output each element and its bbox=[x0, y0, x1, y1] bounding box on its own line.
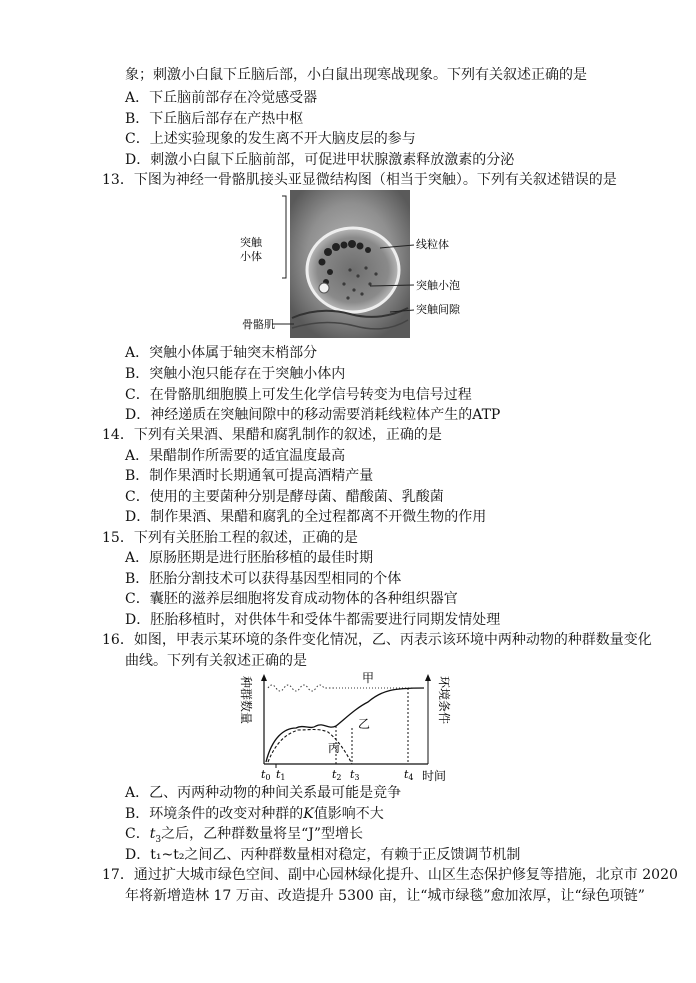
tick-t2: t2 bbox=[332, 768, 342, 782]
q13-stem: 13．下图为神经一骨骼肌接头亚显微结构图（相当于突触）。下列有关叙述错误的是 bbox=[102, 172, 617, 188]
q12-option-a: A．下丘脑前部存在冷觉感受器 bbox=[125, 90, 318, 106]
ylabel-right: 环境条件 bbox=[437, 676, 451, 725]
label-bracket bbox=[282, 196, 286, 278]
q17-line2: 年将新增造林 17 万亩、改造提升 5300 亩，让“城市绿毯”愈加浓厚，让“绿色项链” bbox=[125, 888, 645, 904]
q14-option-d: D．制作果酒、果醋和腐乳的全过程都离不开微生物的作用 bbox=[125, 509, 487, 525]
synapse-micrograph-figure bbox=[230, 190, 500, 340]
q14-option-a: A．果醋制作所需要的适宜温度最高 bbox=[125, 448, 346, 464]
label-cleft: 突触间隙 bbox=[416, 303, 460, 316]
tick-t1: t1 bbox=[276, 768, 286, 782]
tick-t4: t4 bbox=[404, 768, 414, 782]
ylabel-left: 种群数量 bbox=[239, 676, 253, 725]
label-synaptic-body-1: 突触 bbox=[240, 236, 262, 249]
label-bing: 丙 bbox=[328, 741, 341, 755]
q16-option-b: B．环境条件的改变对种群的K值影响不大 bbox=[125, 806, 384, 822]
q12-option-c: C．上述实验现象的发生离不开大脑皮层的参与 bbox=[125, 131, 416, 147]
label-synaptic-body-2: 小体 bbox=[240, 250, 262, 263]
q15-option-d: D．胚胎移植时，对供体牛和受体牛都需要进行同期发情处理 bbox=[125, 612, 501, 628]
q13-option-a: A．突触小体属于轴突末梢部分 bbox=[125, 345, 318, 361]
label-yi: 乙 bbox=[358, 717, 371, 731]
q15-option-b: B．胚胎分割技术可以获得基因型相同的个体 bbox=[125, 571, 402, 587]
q13-option-c: C．在骨骼肌细胞膜上可发生化学信号转变为电信号过程 bbox=[125, 387, 472, 403]
label-jia: 甲 bbox=[362, 671, 375, 685]
q16-stem-line1: 16．如图，甲表示某环境的条件变化情况，乙、丙表示该环境中两种动物的种群数量变化 bbox=[102, 632, 652, 648]
label-vesicle: 突触小泡 bbox=[416, 279, 460, 292]
q14-option-b: B．制作果酒时长期通氧可提高酒精产量 bbox=[125, 468, 374, 484]
q12-option-d: D．刺激小白鼠下丘脑前部，可促进甲状腺激素释放激素的分泌 bbox=[125, 152, 515, 168]
curve-jia-environment bbox=[268, 685, 336, 691]
q16-stem-line2: 曲线。下列有关叙述正确的是 bbox=[125, 653, 307, 669]
vesicle-white bbox=[319, 283, 329, 293]
q12-stem-continuation: 象；刺激小白鼠下丘脑后部，小白鼠出现寒战现象。下列有关叙述正确的是 bbox=[125, 67, 587, 83]
q13-option-d: D．神经递质在突触间隙中的移动需要消耗线粒体产生的ATP bbox=[125, 407, 501, 423]
q16-option-d: D．t₁~t₂之间乙、丙种群数量相对稳定，有赖于正反馈调节机制 bbox=[125, 847, 521, 863]
q15-option-c: C．囊胚的滋养层细胞将发育成动物体的各种组织器官 bbox=[125, 591, 458, 607]
q14-option-c: C．使用的主要菌种分别是酵母菌、醋酸菌、乳酸菌 bbox=[125, 489, 444, 505]
q16-option-a: A．乙、丙两种动物的种间关系最可能是竞争 bbox=[125, 785, 402, 801]
q12-option-b: B．下丘脑后部存在产热中枢 bbox=[125, 111, 304, 127]
label-mitochondria: 线粒体 bbox=[416, 238, 449, 251]
tick-t0: t0 bbox=[261, 768, 271, 782]
tick-t3: t3 bbox=[350, 768, 360, 782]
label-muscle: 骨骼肌 bbox=[242, 318, 275, 331]
q16-option-c: C．$t_3$之后，乙种群数量将呈“J”型增长 bbox=[125, 826, 364, 845]
q15-option-a: A．原肠胚期是进行胚胎移植的最佳时期 bbox=[125, 550, 374, 566]
q14-stem: 14．下列有关果酒、果醋和腐乳制作的叙述，正确的是 bbox=[102, 427, 442, 443]
q13-option-b: B．突触小泡只能存在于突触小体内 bbox=[125, 366, 346, 382]
xlabel: 时间 bbox=[422, 769, 447, 783]
population-curve-figure bbox=[228, 668, 458, 786]
q15-stem: 15．下列有关胚胎工程的叙述，正确的是 bbox=[102, 530, 358, 546]
q17-line1: 17．通过扩大城市绿色空间、副中心园林绿化提升、山区生态保护修复等措施，北京市 2020 bbox=[102, 867, 678, 883]
